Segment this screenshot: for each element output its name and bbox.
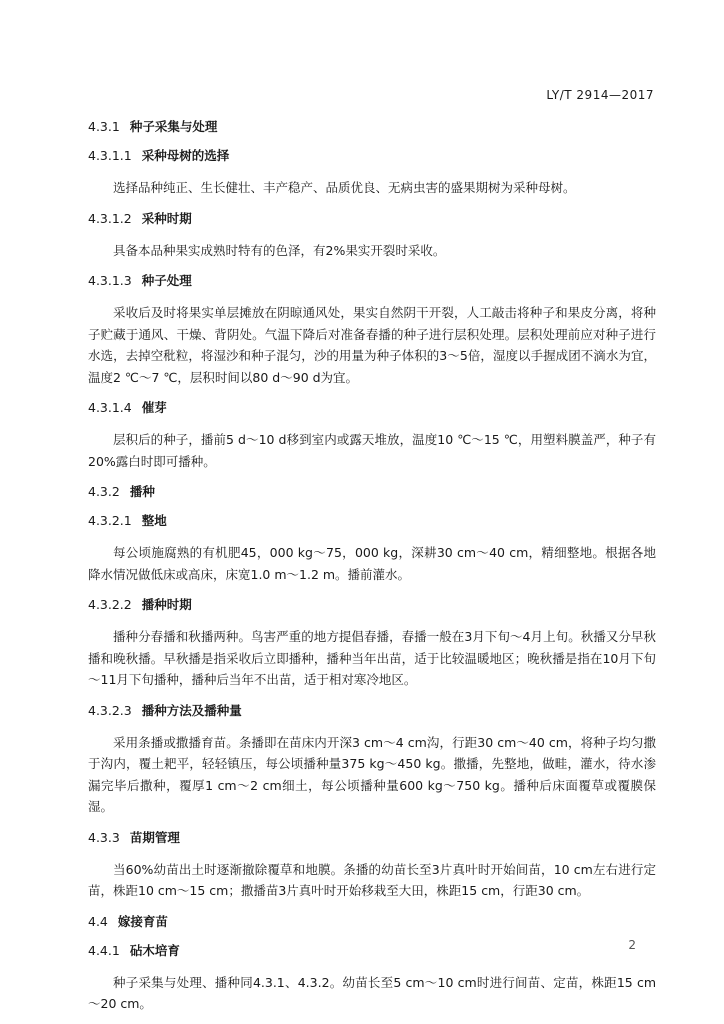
section-heading (88, 942, 656, 960)
body-paragraph: 每公顷施腐熟的有机肥45，000 kg～75，000 kg，深耕30 cm～40 cm，精细整地。根据各地降水情况做低床或高床，床宽1.0 m～1.2 m。播前灌水。 (88, 545, 656, 582)
section-heading (88, 399, 656, 417)
section-number: 4.3.1.1 (88, 148, 132, 163)
section-title: 苗期管理 (129, 829, 180, 845)
section-title: 催芽 (141, 400, 167, 415)
body-paragraph: 采用条播或撒播育苗。条播即在苗床内开深3 cm～4 cm沟，行距30 cm～40 cm，将种子均匀撒于沟内，覆土耙平，轻轻镇压，每公顷播种量375 kg～450 kg。撒播，先整地，做畦，灌水，待水渗漏完毕后撒种，覆厚1 cm～2 cm细土，每公顷播种量600 kg～750 kg。播种后床面覆草或覆膜保湿。 (88, 734, 656, 814)
spacer (88, 472, 656, 483)
section-title: 播种 (129, 484, 155, 499)
body-paragraph: 层积后的种子，播前5 d～10 d移到室内或露天堆放，温度10 ℃～15 ℃，用塑料膜盖严，种子有20%露白时即可播种。 (88, 432, 656, 469)
section-heading (88, 913, 656, 931)
section-number: 4.3.2 (88, 484, 120, 499)
section-number: 4.3.1.4 (88, 400, 132, 415)
section-number: 4.3.1.3 (88, 273, 132, 288)
spacer (88, 902, 656, 913)
spacer (88, 290, 656, 302)
section-number: 4.3.1 (88, 119, 120, 134)
body-paragraph: 采收后及时将果实单层摊放在阴晾通风处，果实自然阴干开裂，人工敲击将种子和果皮分离，将种子贮藏于通风、干燥、背阴处。气温下降后对准备春播的种子进行层积处理。层积处理前应对种子进行水选，去掉空秕粒，将湿沙和种子混匀，沙的用量为种子体积的3～5倍，湿度以手握成团不滴水为宜，温度2 ℃～7 ℃，层积时间以80 d～90 d为宜。 (88, 305, 656, 385)
spacer (88, 388, 656, 399)
section-title: 采种时期 (141, 210, 192, 226)
spacer (88, 136, 656, 147)
section-title: 整地 (141, 513, 167, 528)
spacer (88, 818, 656, 829)
spacer (88, 228, 656, 240)
section-heading (88, 512, 656, 530)
section-heading (88, 829, 656, 847)
body-paragraph: 具备本品种果实成熟时特有的色泽，有2%果实开裂时采收。 (113, 242, 446, 258)
section-number: 4.3.1.2 (88, 210, 132, 226)
section-title: 种子处理 (141, 273, 192, 288)
section-heading (88, 596, 656, 614)
section-number: 4.4.1 (88, 942, 120, 958)
section-title: 种子采集与处理 (129, 119, 218, 134)
body-paragraph: 种子采集与处理、播种同4.3.1、4.3.2。幼苗长至5 cm～10 cm时进行间苗、定苗，株距15 cm～20 cm。 (88, 974, 656, 1011)
document-body (88, 118, 656, 1015)
spacer (88, 530, 656, 542)
section-heading (88, 210, 656, 228)
page-number: 2 (628, 938, 636, 952)
section-heading (88, 702, 656, 720)
spacer (88, 501, 656, 512)
section-number: 4.3.2.1 (88, 513, 132, 528)
spacer (88, 585, 656, 596)
section-number: 4.3.3 (88, 829, 120, 845)
section-number: 4.3.2.2 (88, 597, 132, 612)
body-paragraph: 当60%幼苗出土时逐渐撤除覆草和地膜。条播的幼苗长至3片真叶时开始间苗，10 cm左右进行定苗，株距10 cm～15 cm；撒播苗3片真叶时开始移栽至大田，株距15 cm，行距30 cm。 (88, 861, 656, 898)
body-paragraph: 播种分春播和秋播两种。鸟害严重的地方提倡春播，春播一般在3月下旬～4月上旬。秋播又分早秋播和晚秋播。早秋播是指采收后立即播种，播种当年出苗，适于比较温暖地区；晚秋播是指在10月下旬～11月下旬播种，播种后当年不出苗，适于相对寒冷地区。 (88, 629, 656, 687)
section-title: 嫁接育苗 (117, 913, 168, 929)
spacer (88, 847, 656, 859)
spacer (88, 417, 656, 429)
section-heading (88, 483, 656, 501)
section-title: 砧木培育 (129, 942, 180, 958)
section-number: 4.3.2.3 (88, 702, 132, 718)
body-paragraph: 选择品种纯正、生长健壮、丰产稳产、品质优良、无病虫害的盛果期树为采种母树。 (113, 180, 576, 195)
spacer (88, 165, 656, 177)
section-heading (88, 272, 656, 290)
spacer (88, 261, 656, 272)
spacer (88, 614, 656, 626)
section-title: 采种母树的选择 (141, 148, 230, 163)
section-heading (88, 147, 656, 165)
section-title: 播种时期 (141, 597, 192, 612)
spacer (88, 931, 656, 942)
spacer (88, 720, 656, 732)
section-number: 4.4 (88, 913, 108, 929)
standard-code: LY/T 2914—2017 (546, 88, 654, 102)
spacer (88, 691, 656, 702)
section-heading (88, 118, 656, 136)
section-title: 播种方法及播种量 (141, 702, 242, 718)
spacer (88, 199, 656, 210)
spacer (88, 960, 656, 972)
